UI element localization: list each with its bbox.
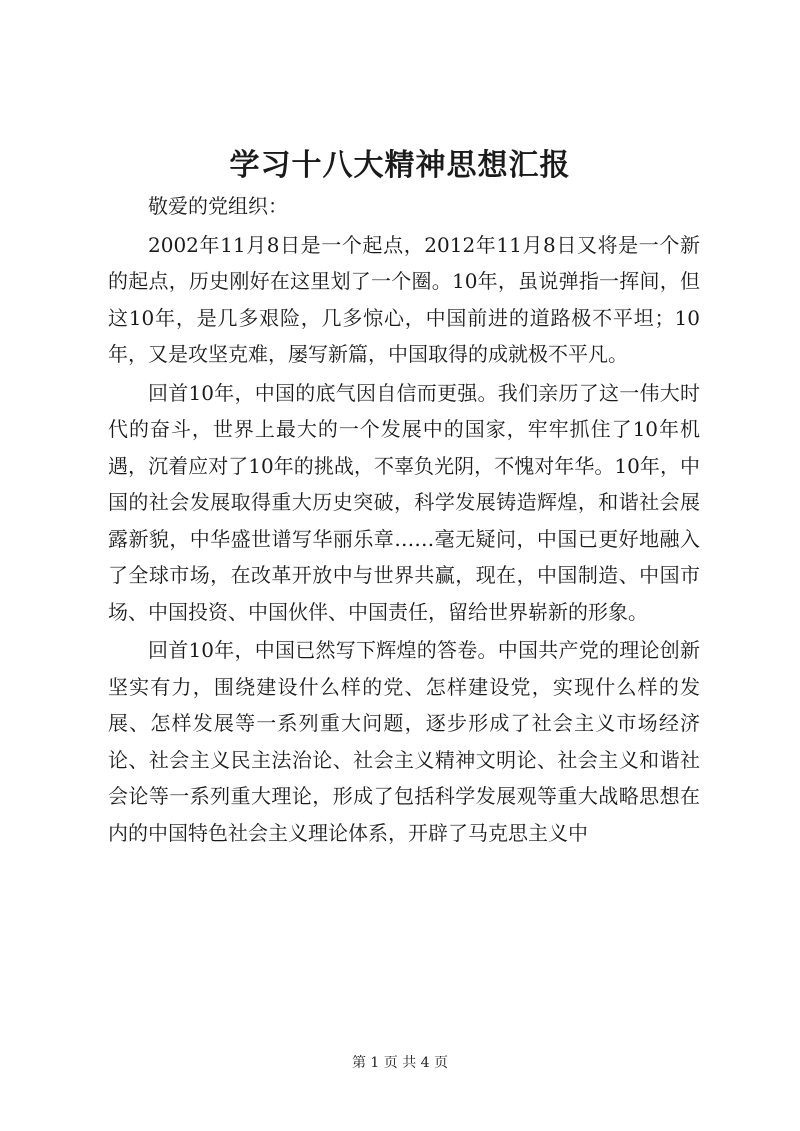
paragraph-3: 回首10年，中国已然写下辉煌的答卷。中国共产党的理论创新坚实有力，围绕建设什么样的党、怎样建设党，实现什么样的发展、怎样发展等一系列重大问题，逐步形成了社会主义市场经济论、社会主义民主法治论、社会主义精神文明论、社会主义和谐社会论等一系列重大理论，形成了包括科学发展观等重大战略思想在内的中国特色社会主义理论体系，开辟了马克思主义中 xyxy=(108,638,700,845)
page-footer: 第 1 页 共 4 页 xyxy=(351,1055,449,1071)
document-body xyxy=(108,188,700,851)
document-title: 学习十八大精神思想汇报 xyxy=(229,148,571,183)
paragraph-2: 回首10年，中国的底气因自信而更强。我们亲历了这一伟大时代的奋斗，世界上最大的一个发展中的国家，牢牢抓住了10年机遇，沉着应对了10年的挑战，不辜负光阴，不愧对年华。10年，中国的社会发展取得重大历史突破，科学发展铸造辉煌，和谐社会展露新貌，中华盛世谱写华丽乐章……毫无疑问，中国已更好地融入了全球市场，在改革开放中与世界共赢，现在，中国制造、中国市场、中国投资、中国伙伴、中国责任，留给世界崭新的形象。 xyxy=(108,380,700,624)
salutation: 敬爱的党组织： xyxy=(148,194,288,218)
paragraph-1: 2002年11月8日是一个起点，2012年11月8日又将是一个新的起点，历史刚好在这里划了一个圈。10年，虽说弹指一挥间，但这10年，是几多艰险，几多惊心，中国前进的道路极不平坦；10年，又是攻坚克难，屡写新篇，中国取得的成就极不平凡。 xyxy=(108,232,700,366)
